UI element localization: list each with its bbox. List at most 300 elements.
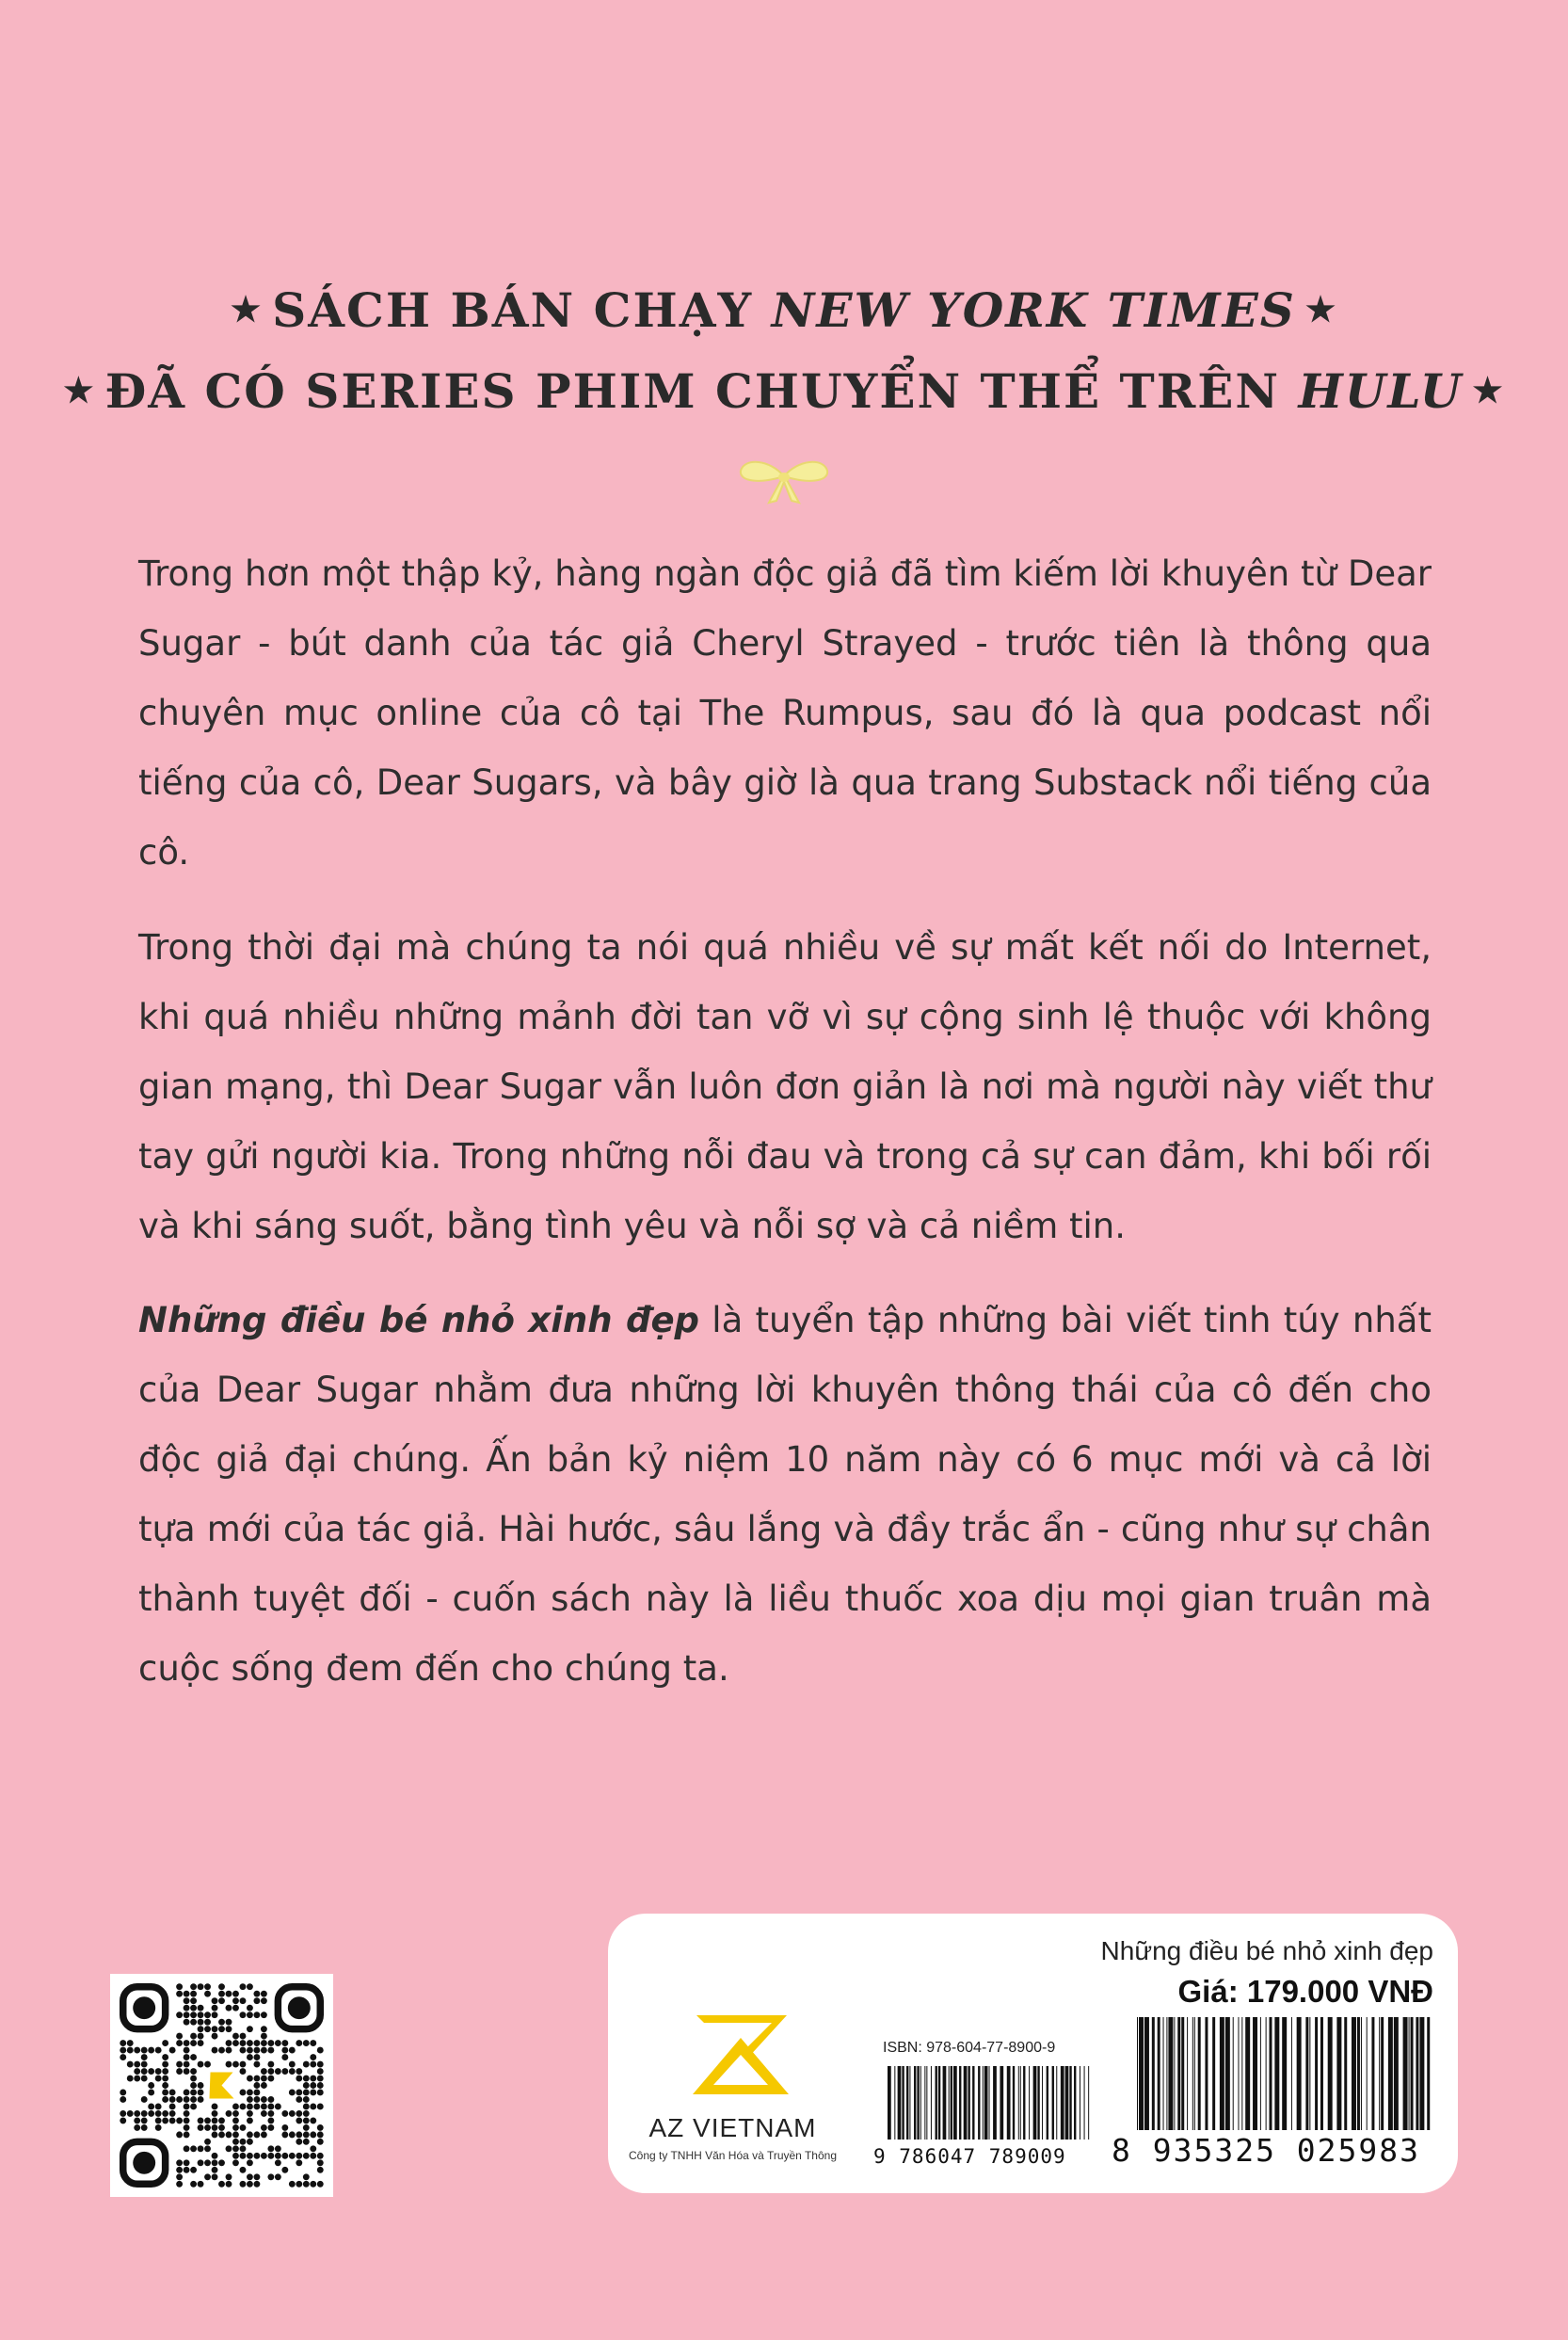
barcode-bar	[1381, 2017, 1384, 2130]
barcode-bar	[1270, 2017, 1272, 2130]
barcode-bar	[951, 2066, 952, 2140]
qr-module	[184, 2047, 190, 2054]
qr-module	[289, 2153, 296, 2159]
qr-module	[198, 2117, 204, 2124]
barcode-bar	[920, 2066, 921, 2140]
qr-module	[303, 2082, 310, 2089]
qr-module	[212, 2153, 218, 2159]
qr-module	[226, 2061, 232, 2068]
qr-module	[303, 2110, 310, 2117]
qr-module	[303, 2139, 310, 2145]
qr-module	[198, 2040, 204, 2046]
qr-module	[184, 2159, 190, 2166]
barcode-bar	[938, 2066, 940, 2140]
barcode-bar	[906, 2066, 908, 2140]
qr-module	[218, 2117, 225, 2124]
qr-module	[303, 2061, 310, 2068]
qr-module	[218, 2159, 225, 2166]
qr-module	[155, 2117, 162, 2124]
qr-module	[261, 2131, 267, 2138]
qr-module	[232, 2117, 239, 2124]
qr-module	[169, 2090, 176, 2096]
qr-module	[169, 2096, 176, 2103]
qr-module	[317, 2090, 324, 2096]
qr-module	[289, 2110, 296, 2117]
qr-module	[253, 2096, 260, 2103]
qr-module	[261, 2104, 267, 2110]
barcode-bar	[1020, 2066, 1021, 2140]
qr-module	[303, 2104, 310, 2110]
qr-module	[226, 2040, 232, 2046]
qr-module	[267, 2110, 274, 2117]
qr-module	[226, 2026, 232, 2032]
qr-module	[141, 2054, 148, 2060]
qr-module	[232, 2139, 239, 2145]
qr-module	[141, 2061, 148, 2068]
qr-module	[169, 2047, 176, 2054]
barcode-bar	[1047, 2066, 1048, 2140]
barcode-bar	[1152, 2017, 1155, 2130]
barcode-bar	[1205, 2017, 1208, 2130]
qr-module	[247, 2011, 253, 2018]
qr-module	[317, 2167, 324, 2173]
barcode-bar	[888, 2066, 891, 2140]
qr-module	[184, 2090, 190, 2096]
qr-module	[261, 2153, 267, 2159]
qr-module	[267, 2173, 274, 2180]
qr-module	[212, 2117, 218, 2124]
qr-module	[184, 1991, 190, 1997]
barcode-bar	[1042, 2066, 1043, 2140]
qr-module	[141, 2068, 148, 2075]
qr-module	[155, 2124, 162, 2131]
qr-module	[303, 2076, 310, 2082]
barcode-bar	[1305, 2017, 1308, 2130]
qr-module	[148, 2068, 154, 2075]
qr-module	[267, 2153, 274, 2159]
qr-module	[190, 1991, 197, 1997]
barcode-bar	[1419, 2017, 1424, 2130]
qr-module	[253, 2076, 260, 2082]
qr-module	[232, 2005, 239, 2011]
qr-module	[317, 2181, 324, 2188]
qr-module	[198, 2090, 204, 2096]
qr-module	[240, 2040, 247, 2046]
qr-finder-pattern	[123, 1987, 166, 2029]
qr-module	[162, 2090, 168, 2096]
bow-icon	[737, 450, 831, 506]
barcode-bar	[1137, 2017, 1138, 2130]
qr-module	[240, 1983, 247, 1990]
qr-module	[247, 2026, 253, 2032]
qr-module	[261, 2047, 267, 2054]
qr-module	[289, 2061, 296, 2068]
qr-module	[184, 2096, 190, 2103]
barcode-bar	[1409, 2017, 1410, 2130]
barcode-bar	[949, 2066, 950, 2140]
qr-module	[212, 2026, 218, 2032]
qr-module	[267, 2068, 274, 2075]
publisher-company: Công ty TNHH Văn Hóa và Truyền Thông	[628, 2149, 837, 2162]
qr-module	[141, 2096, 148, 2103]
barcode-bar	[1052, 2066, 1054, 2140]
qr-module	[176, 2068, 183, 2075]
qr-module	[261, 1991, 267, 1997]
qr-module	[141, 2117, 148, 2124]
qr-module	[310, 2117, 316, 2124]
qr-module	[204, 2139, 211, 2145]
qr-module	[190, 2090, 197, 2096]
qr-module	[303, 2131, 310, 2138]
qr-module	[281, 2124, 288, 2131]
qr-module	[247, 2139, 253, 2145]
barcode-bar	[1245, 2017, 1250, 2130]
barcode-bar	[1352, 2017, 1356, 2130]
qr-module	[198, 2005, 204, 2011]
qr-module	[198, 2061, 204, 2068]
qr-module	[303, 2124, 310, 2131]
qr-module	[218, 2019, 225, 2026]
isbn-label: ISBN: 978-604-77-8900-9	[883, 2040, 1056, 2056]
barcode-bar	[1144, 2017, 1149, 2130]
qr-module	[176, 1991, 183, 1997]
qr-module	[303, 2173, 310, 2180]
barcode-bar	[1309, 2017, 1310, 2130]
qr-module	[204, 2173, 211, 2180]
qr-module	[232, 2153, 239, 2159]
book-title: Những điều bé nhỏ xinh đẹp	[1100, 1936, 1433, 1965]
barcode-bar	[968, 2066, 969, 2140]
barcode-bar	[1084, 2066, 1085, 2140]
barcode-bar	[1074, 2066, 1076, 2140]
star-icon: ★	[1304, 290, 1338, 329]
paragraph-intro: Trong hơn một thập kỷ, hàng ngàn độc giả đã tìm kiếm lời khuyên từ Dear Sugar - bút danh của tác giả Cheryl Strayed - trước tiên là thông qua chuyên mục online của cô tại The Rumpus, sau đó là qua podcast nổi tiếng của cô, Dear Sugars, và bây giờ là qua trang Substack nổi tiếng của cô.	[138, 553, 1432, 873]
qr-module	[261, 2011, 267, 2018]
qr-module	[212, 2005, 218, 2011]
qr-module	[303, 2181, 310, 2188]
qr-module	[226, 2131, 232, 2138]
qr-module	[176, 2159, 183, 2166]
barcode-bar	[1033, 2066, 1037, 2140]
qr-module	[190, 1983, 197, 1990]
qr-code[interactable]	[110, 1974, 333, 2197]
qr-module	[148, 2082, 154, 2089]
qr-module	[184, 2068, 190, 2075]
qr-module	[218, 1983, 225, 1990]
qr-module	[204, 2117, 211, 2124]
qr-module	[317, 2082, 324, 2089]
qr-module	[317, 2159, 324, 2166]
qr-module	[303, 2090, 310, 2096]
qr-module	[247, 2131, 253, 2138]
qr-module	[184, 2019, 190, 2026]
barcode-bar	[1260, 2017, 1261, 2130]
qr-module	[226, 2019, 232, 2026]
qr-module	[204, 1983, 211, 1990]
barcode-bar	[924, 2066, 925, 2140]
qr-module	[176, 2061, 183, 2068]
barcode-bar	[1088, 2066, 1089, 2140]
headline-bestseller: ★ SÁCH BÁN CHẠY NEW YORK TIMES ★	[230, 282, 1338, 338]
qr-module	[127, 2061, 134, 2068]
qr-module	[226, 2173, 232, 2180]
qr-module	[184, 2011, 190, 2018]
barcode-bar	[926, 2066, 927, 2140]
qr-module	[232, 2124, 239, 2131]
qr-module	[310, 2082, 316, 2089]
barcode-bar	[1220, 2017, 1224, 2130]
qr-module	[289, 2090, 296, 2096]
qr-module	[198, 2096, 204, 2103]
barcode-bar	[1139, 2017, 1144, 2130]
qr-module	[240, 2153, 247, 2159]
qr-module	[253, 2181, 260, 2188]
barcode-bar	[953, 2066, 957, 2140]
barcode-bar	[894, 2066, 895, 2140]
qr-module	[296, 2131, 302, 2138]
barcode-bar	[1403, 2017, 1408, 2130]
qr-module	[247, 2104, 253, 2110]
barcode-bar	[1416, 2017, 1418, 2130]
qr-module	[120, 2090, 126, 2096]
qr-module	[184, 2040, 190, 2046]
qr-module	[310, 2090, 316, 2096]
qr-module	[240, 2068, 247, 2075]
qr-module	[190, 2019, 197, 2026]
qr-module	[218, 2181, 225, 2188]
qr-module	[247, 2076, 253, 2082]
qr-module	[176, 2173, 183, 2180]
qr-module	[296, 2117, 302, 2124]
qr-module	[190, 2068, 197, 2075]
qr-module	[198, 2082, 204, 2089]
qr-module	[204, 1991, 211, 1997]
qr-module	[212, 2173, 218, 2180]
barcode-bar	[1274, 2017, 1279, 2130]
qr-module	[232, 2040, 239, 2046]
qr-module	[169, 2110, 176, 2117]
qr-module	[190, 2011, 197, 2018]
qr-module	[261, 2096, 267, 2103]
qr-module	[232, 2145, 239, 2152]
barcode-bar	[1388, 2017, 1393, 2130]
qr-module	[176, 2040, 183, 2046]
qr-module	[253, 2082, 260, 2089]
qr-logo-icon	[210, 2073, 234, 2099]
barcode-bar	[993, 2066, 997, 2140]
qr-module	[148, 2110, 154, 2117]
qr-module	[253, 2061, 260, 2068]
qr-finder-pattern	[278, 1987, 320, 2029]
qr-module	[162, 2040, 168, 2046]
qr-module	[155, 2110, 162, 2117]
qr-module	[247, 2054, 253, 2060]
barcode-bar	[1212, 2017, 1215, 2130]
qr-module	[317, 2131, 324, 2138]
qr-module	[303, 2153, 310, 2159]
qr-module	[162, 2076, 168, 2082]
barcode-bar	[1013, 2066, 1015, 2140]
qr-module	[198, 2019, 204, 2026]
qr-module	[310, 2104, 316, 2110]
qr-module	[184, 2005, 190, 2011]
qr-module	[204, 2145, 211, 2152]
qr-module	[184, 1997, 190, 2004]
barcode-bar	[1336, 2017, 1341, 2130]
publisher-brand: AZ VIETNAM	[648, 2113, 817, 2142]
qr-module	[190, 2096, 197, 2103]
qr-module	[226, 2005, 232, 2011]
qr-module	[184, 2145, 190, 2152]
qr-module	[176, 2117, 183, 2124]
qr-module	[198, 2159, 204, 2166]
qr-module	[162, 2061, 168, 2068]
qr-module	[289, 2068, 296, 2075]
qr-module	[275, 2040, 281, 2046]
qr-module	[212, 2104, 218, 2110]
qr-module	[134, 2110, 140, 2117]
qr-module	[198, 1983, 204, 1990]
book-title-emphasis: Những điều bé nhỏ xinh đẹp	[138, 1300, 700, 1340]
qr-module	[296, 2096, 302, 2103]
qr-module	[275, 2159, 281, 2166]
barcode-bar	[1023, 2066, 1025, 2140]
qr-module	[218, 2047, 225, 2054]
qr-module	[317, 2104, 324, 2110]
qr-module	[134, 2117, 140, 2124]
qr-module	[296, 2040, 302, 2046]
qr-module	[176, 2033, 183, 2040]
qr-module	[176, 2096, 183, 2103]
qr-module	[162, 2068, 168, 2075]
qr-module	[127, 2076, 134, 2082]
qr-module	[184, 2167, 190, 2173]
paragraph-internet-era: Trong thời đại mà chúng ta nói quá nhiều về sự mất kết nối do Internet, khi quá nhiều những mảnh đời tan vỡ vì sự cộng sinh lệ thuộc với không gian mạng, thì Dear Sugar vẫn luôn đơn giản là nơi mà người này viết thư tay gửi người kia. Trong những nỗi đau và trong cả sự can đảm, khi bối rối và khi sáng suốt, bằng tình yêu và nỗi sợ và cả niềm tin.	[138, 927, 1432, 1246]
qr-module	[240, 1997, 247, 2004]
qr-module	[253, 1997, 260, 2004]
barcode-bar	[909, 2066, 910, 2140]
qr-module	[240, 2167, 247, 2173]
qr-module	[184, 2110, 190, 2117]
qr-module	[247, 2040, 253, 2046]
qr-module	[212, 2047, 218, 2054]
barcode-bar	[931, 2066, 932, 2140]
qr-module	[317, 2068, 324, 2075]
qr-module	[240, 2047, 247, 2054]
qr-module	[218, 2131, 225, 2138]
barcode-bar	[1266, 2017, 1267, 2130]
qr-module	[184, 2124, 190, 2131]
barcode-bar	[1357, 2017, 1360, 2130]
qr-module	[190, 2033, 197, 2040]
qr-module	[134, 2061, 140, 2068]
qr-module	[296, 2139, 302, 2145]
qr-module	[310, 2153, 316, 2159]
qr-module	[226, 2110, 232, 2117]
qr-module	[310, 2040, 316, 2046]
qr-module	[253, 2131, 260, 2138]
qr-module	[247, 2005, 253, 2011]
qr-module	[155, 2076, 162, 2082]
qr-module	[212, 2159, 218, 2166]
qr-module	[184, 2117, 190, 2124]
qr-module	[310, 2061, 316, 2068]
qr-module	[190, 2145, 197, 2152]
qr-module	[212, 1997, 218, 2004]
qr-module	[240, 2033, 247, 2040]
qr-module	[120, 2117, 126, 2124]
qr-module	[141, 2124, 148, 2131]
barcode-bar	[983, 2066, 984, 2140]
qr-module	[247, 2110, 253, 2117]
qr-module	[190, 2040, 197, 2046]
qr-module	[296, 2181, 302, 2188]
barcode-bar	[989, 2066, 990, 2140]
qr-module	[120, 2054, 126, 2060]
qr-module	[190, 1997, 197, 2004]
star-icon: ★	[63, 371, 96, 410]
qr-module	[212, 2110, 218, 2117]
qr-module	[212, 2124, 218, 2131]
qr-module	[310, 2131, 316, 2138]
qr-module	[204, 2061, 211, 2068]
qr-module	[261, 2040, 267, 2046]
qr-module	[247, 2117, 253, 2124]
qr-module	[176, 2167, 183, 2173]
qr-module	[204, 2124, 211, 2131]
qr-module	[226, 1991, 232, 1997]
qr-module	[204, 2011, 211, 2018]
qr-module	[317, 2139, 324, 2145]
qr-module	[155, 2068, 162, 2075]
qr-module	[247, 2096, 253, 2103]
qr-module	[267, 2145, 274, 2152]
barcode-bar	[1233, 2017, 1234, 2130]
qr-module	[253, 1991, 260, 1997]
qr-module	[261, 2124, 267, 2131]
qr-module	[148, 2090, 154, 2096]
qr-module	[261, 2026, 267, 2032]
qr-module	[134, 2076, 140, 2082]
barcode-bar	[978, 2066, 980, 2140]
qr-module	[127, 2047, 134, 2054]
qr-module	[155, 2047, 162, 2054]
qr-module	[204, 2159, 211, 2166]
qr-module	[190, 2104, 197, 2110]
qr-module	[184, 2131, 190, 2138]
qr-module	[141, 2110, 148, 2117]
qr-module	[218, 1997, 225, 2004]
barcode-bar	[964, 2066, 968, 2140]
qr-module	[253, 2040, 260, 2046]
barcode-bar	[1037, 2066, 1039, 2140]
qr-module	[296, 2068, 302, 2075]
qr-module	[226, 2145, 232, 2152]
qr-module	[247, 2159, 253, 2166]
qr-module	[212, 2033, 218, 2040]
qr-module	[120, 2047, 126, 2054]
barcode-bar	[1166, 2017, 1167, 2130]
barcode-bar	[1069, 2066, 1071, 2140]
qr-module	[296, 2076, 302, 2082]
qr-module	[303, 2040, 310, 2046]
qr-module	[190, 2005, 197, 2011]
qr-module	[275, 2104, 281, 2110]
barcode-bar	[1411, 2017, 1414, 2130]
barcode-bar	[898, 2066, 902, 2140]
qr-module	[267, 2124, 274, 2131]
barcode-bar	[1225, 2017, 1230, 2130]
